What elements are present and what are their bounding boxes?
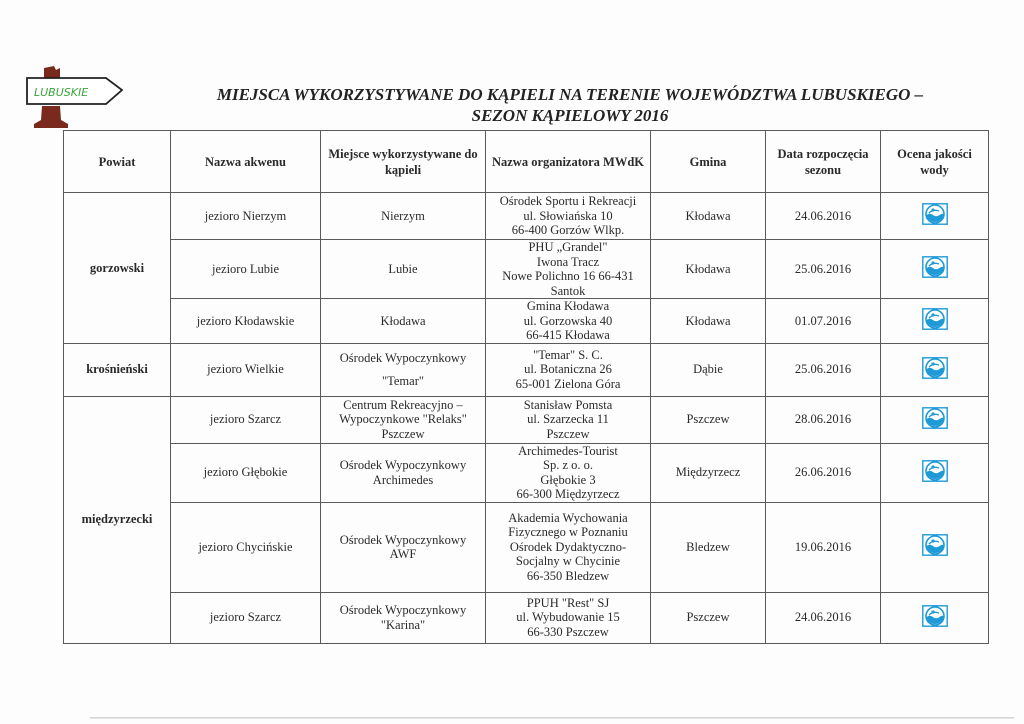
cell-powiat: międzyrzecki (64, 396, 171, 643)
organizator-line: Ośrodek Dydaktyczno- (509, 539, 627, 554)
organizator-line: "Temar" S. C. (533, 347, 603, 362)
organizator-line: Gmina Kłodawa (526, 299, 610, 313)
table-row (64, 502, 989, 592)
title-line-1: MIEJSCA WYKORZYSTYWANE DO KĄPIELI NA TERENIE WOJEWÓDZTWA LUBUSKIEGO – (216, 85, 924, 104)
organizator-line: 66-300 Międzyrzecz (516, 487, 620, 501)
organizator-line: PPUH "Rest" SJ (526, 595, 610, 610)
cell-ocena (881, 396, 989, 443)
miejsce-line: Ośrodek Wypoczynkowy (339, 351, 467, 365)
cell-ocena (881, 592, 989, 643)
miejsce-line: Wypoczynkowe "Relaks" (339, 412, 467, 427)
organizator-line: Akademia Wychowania (508, 510, 628, 525)
cell-miejsce (321, 240, 486, 299)
swimming-water-quality-icon (922, 534, 948, 556)
organizator-line: Pszczew (546, 426, 590, 441)
cell-organizator (486, 396, 651, 443)
miejsce-line: Pszczew (381, 426, 425, 441)
cell-miejsce (321, 443, 486, 502)
cell-miejsce (321, 343, 486, 396)
cell-data: 24.06.2016 (766, 193, 881, 240)
cell-akwen: jezioro Wielkie (171, 343, 321, 396)
organizator-line: Socjalny w Chycinie (515, 554, 621, 569)
cell-data: 26.06.2016 (766, 443, 881, 502)
organizator-line: ul. Botaniczna 26 (524, 362, 612, 377)
cell-gmina: Międzyrzecz (651, 443, 766, 502)
organizator-line: 65-001 Zielona Góra (515, 376, 621, 391)
cell-gmina: Kłodawa (651, 193, 766, 240)
organizator-line: Nowe Polichno 16 66-431 (502, 269, 634, 283)
cell-miejsce (321, 193, 486, 240)
organizator-line: ul. Gorzowska 40 (523, 313, 613, 328)
organizator-line: PHU „Grandel" (528, 240, 608, 254)
cell-miejsce (321, 396, 486, 443)
table-row (64, 299, 989, 344)
cell-organizator (486, 592, 651, 643)
swimming-water-quality-icon (922, 308, 948, 330)
organizator-line: Archimedes-Tourist (518, 443, 618, 458)
cell-miejsce (321, 299, 486, 344)
cell-data: 24.06.2016 (766, 592, 881, 643)
table-row (64, 443, 989, 502)
miejsce-line: "Temar" (382, 373, 424, 388)
cell-organizator (486, 240, 651, 299)
cell-miejsce (321, 502, 486, 592)
header-gmina: Gmina (651, 131, 766, 193)
table-row (64, 193, 989, 240)
organizator-line: Santok (550, 283, 586, 298)
table-row (64, 592, 989, 643)
cell-gmina: Bledzew (651, 502, 766, 592)
organizator-line: Sp. z o. o. (543, 458, 593, 472)
organizator-line: ul. Słowiańska 10 (523, 208, 613, 223)
cell-gmina: Pszczew (651, 592, 766, 643)
title-line-2: SEZON KĄPIELOWY 2016 (471, 106, 669, 125)
swimming-water-quality-icon (922, 256, 948, 278)
miejsce-line: AWF (389, 547, 417, 561)
cell-akwen: jezioro Szarcz (171, 396, 321, 443)
cell-data: 28.06.2016 (766, 396, 881, 443)
cell-organizator (486, 299, 651, 344)
table-row (64, 343, 989, 396)
miejsce-line: Archimedes (372, 472, 434, 487)
miejsce-line: Ośrodek Wypoczynkowy (339, 532, 467, 547)
cell-ocena (881, 443, 989, 502)
organizator-line: Stanisław Pomsta (523, 397, 613, 412)
cell-akwen: jezioro Kłodawskie (171, 299, 321, 344)
organizator-line: 66-350 Bledzew (526, 568, 610, 583)
swimming-water-quality-icon (922, 407, 948, 429)
organizator-line: ul. Szarzecka 11 (527, 412, 609, 427)
header-powiat: Powiat (64, 131, 171, 193)
cell-gmina: Pszczew (651, 396, 766, 443)
table-row (64, 396, 989, 443)
organizator-line: 66-415 Kłodawa (526, 328, 610, 342)
cell-akwen: jezioro Nierzym (171, 193, 321, 240)
lubuskie-logo (24, 66, 130, 130)
swimming-water-quality-icon (922, 460, 948, 482)
organizator-line: 66-330 Pszczew (527, 624, 609, 639)
swimming-water-quality-icon (922, 203, 948, 225)
miejsce-line: Ośrodek Wypoczynkowy (339, 603, 467, 617)
table-row (64, 240, 989, 299)
header-organizator: Nazwa organizatora MWdK (486, 131, 651, 193)
organizator-line: Głębokie 3 (540, 472, 596, 487)
miejsce-line: Lubie (388, 261, 418, 276)
miejsce-line: Nierzym (381, 208, 425, 223)
header-miejsce: Miejsce wykorzystywane do kąpieli (321, 131, 486, 193)
cell-akwen: jezioro Szarcz (171, 592, 321, 643)
swimming-water-quality-icon (922, 357, 948, 379)
cell-akwen: jezioro Głębokie (171, 443, 321, 502)
cell-gmina: Kłodawa (651, 299, 766, 344)
header-ocena: Ocena jakości wody (881, 131, 989, 193)
document-title (150, 84, 990, 126)
miejsce-line: Ośrodek Wypoczynkowy (339, 458, 467, 472)
cell-organizator (486, 502, 651, 592)
table-header-row (64, 131, 989, 193)
logo-text: LUBUSKIE (34, 86, 89, 99)
cell-organizator (486, 193, 651, 240)
cell-miejsce (321, 592, 486, 643)
cell-data: 25.06.2016 (766, 240, 881, 299)
organizator-line: Ośrodek Sportu i Rekreacji (499, 194, 637, 209)
cell-data: 01.07.2016 (766, 299, 881, 344)
organizator-line: ul. Wybudowanie 15 (516, 610, 620, 625)
bathing-sites-table (63, 130, 989, 644)
cell-ocena (881, 343, 989, 396)
cell-gmina: Kłodawa (651, 240, 766, 299)
miejsce-line: Kłodawa (380, 313, 426, 328)
organizator-line: Fizycznego w Poznaniu (508, 525, 628, 540)
cell-powiat: krośnieński (64, 343, 171, 396)
header-data: Data rozpoczęcia sezonu (766, 131, 881, 193)
cell-akwen: jezioro Chycińskie (171, 502, 321, 592)
cell-ocena (881, 240, 989, 299)
miejsce-line: "Karina" (380, 617, 426, 632)
miejsce-line: Centrum Rekreacyjno – (343, 397, 463, 412)
organizator-line: 66-400 Gorzów Wlkp. (511, 223, 625, 238)
cell-ocena (881, 502, 989, 592)
cell-powiat: gorzowski (64, 193, 171, 344)
cell-organizator (486, 343, 651, 396)
cell-data: 19.06.2016 (766, 502, 881, 592)
cell-gmina: Dąbie (651, 343, 766, 396)
organizator-line: Iwona Tracz (536, 254, 600, 269)
swimming-water-quality-icon (922, 605, 948, 627)
cell-data: 25.06.2016 (766, 343, 881, 396)
header-akwen: Nazwa akwenu (171, 131, 321, 193)
cell-ocena (881, 299, 989, 344)
cell-ocena (881, 193, 989, 240)
cell-akwen: jezioro Lubie (171, 240, 321, 299)
cell-organizator (486, 443, 651, 502)
page-bottom-rule (90, 717, 1014, 719)
